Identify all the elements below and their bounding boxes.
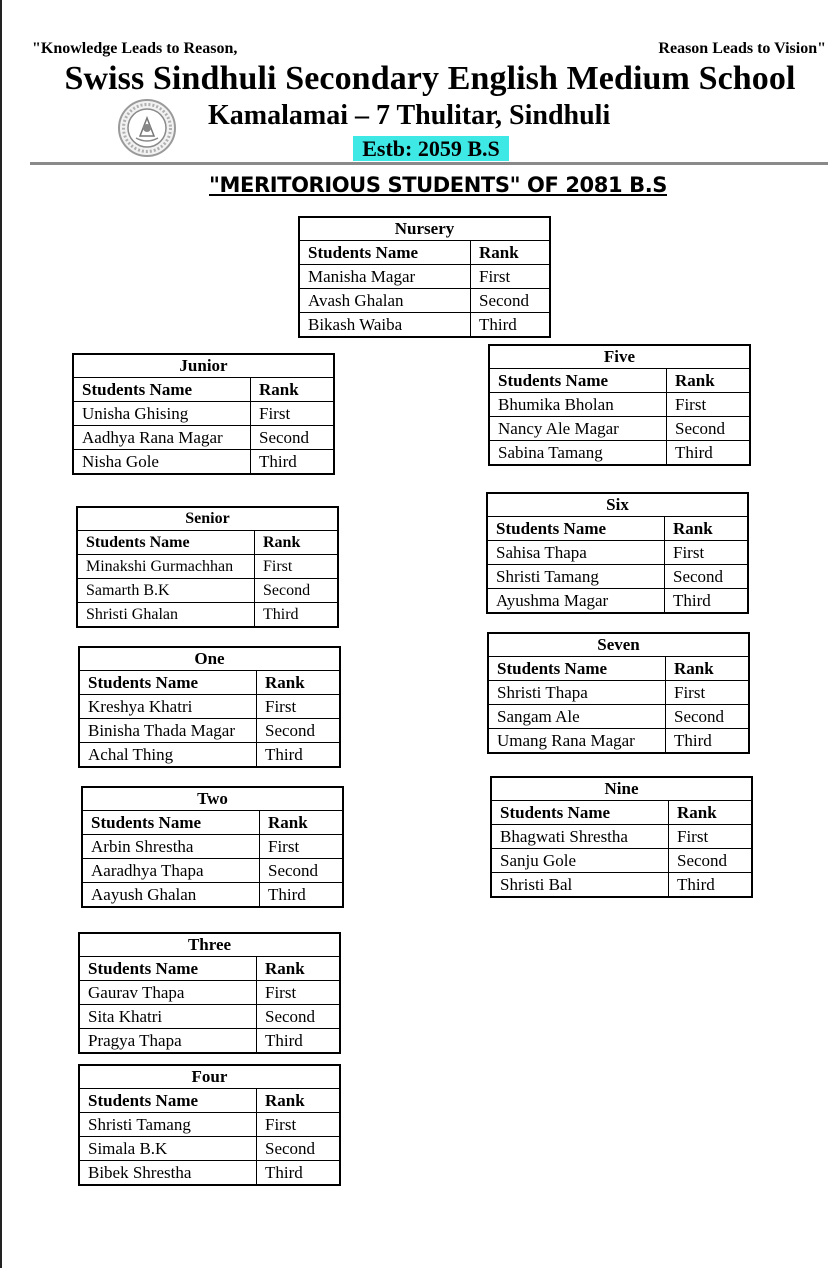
table-row	[82, 859, 343, 883]
grade-table-senior	[76, 506, 339, 628]
student-name: Avash Ghalan	[299, 289, 471, 313]
column-header-name: Students Name	[82, 811, 260, 835]
student-name: Aadhya Rana Magar	[73, 426, 251, 450]
student-rank: Second	[255, 579, 339, 603]
grade-name: Seven	[488, 633, 749, 657]
table-row	[491, 873, 752, 898]
student-rank: First	[667, 393, 751, 417]
column-header-rank: Rank	[669, 801, 753, 825]
student-name: Nancy Ale Magar	[489, 417, 667, 441]
student-rank: Third	[251, 450, 335, 475]
motto-left: "Knowledge Leads to Reason,	[32, 40, 238, 57]
student-rank: Second	[667, 417, 751, 441]
grade-name: Junior	[73, 354, 334, 378]
student-name: Minakshi Gurmachhan	[77, 555, 255, 579]
student-rank: First	[251, 402, 335, 426]
student-name: Unisha Ghising	[73, 402, 251, 426]
table-row	[79, 1161, 340, 1186]
column-header-rank: Rank	[257, 1089, 341, 1113]
table-row	[491, 825, 752, 849]
table-row	[487, 565, 748, 589]
column-header-name: Students Name	[73, 378, 251, 402]
table-row	[79, 981, 340, 1005]
column-header-name: Students Name	[77, 531, 255, 555]
student-rank: Second	[257, 1137, 341, 1161]
table-row	[488, 705, 749, 729]
column-header-name: Students Name	[79, 957, 257, 981]
table-row	[79, 1137, 340, 1161]
grade-table-six	[486, 492, 749, 614]
table-row	[82, 835, 343, 859]
column-header-rank: Rank	[257, 671, 341, 695]
table-row	[487, 589, 748, 614]
student-rank: First	[255, 555, 339, 579]
student-name: Sabina Tamang	[489, 441, 667, 466]
table-row	[489, 417, 750, 441]
student-name: Manisha Magar	[299, 265, 471, 289]
column-header-rank: Rank	[666, 657, 750, 681]
table-row	[487, 541, 748, 565]
grade-table-nine	[490, 776, 753, 898]
student-rank: Second	[257, 1005, 341, 1029]
table-row	[79, 1113, 340, 1137]
table-row	[77, 555, 338, 579]
student-name: Bikash Waiba	[299, 313, 471, 338]
school-logo-icon	[116, 98, 178, 158]
table-row	[77, 603, 338, 628]
student-rank: First	[471, 265, 551, 289]
student-name: Gaurav Thapa	[79, 981, 257, 1005]
column-header-name: Students Name	[299, 241, 471, 265]
table-row	[299, 265, 550, 289]
column-header-rank: Rank	[251, 378, 335, 402]
student-name: Sanju Gole	[491, 849, 669, 873]
grade-table-nursery	[298, 216, 551, 338]
table-row	[79, 695, 340, 719]
student-rank: Third	[260, 883, 344, 908]
student-name: Sita Khatri	[79, 1005, 257, 1029]
grade-table-two	[81, 786, 344, 908]
grade-table-seven	[487, 632, 750, 754]
student-name: Kreshya Khatri	[79, 695, 257, 719]
student-rank: Second	[669, 849, 753, 873]
grade-table-four	[78, 1064, 341, 1186]
student-name: Sahisa Thapa	[487, 541, 665, 565]
student-rank: Second	[665, 565, 749, 589]
table-row	[79, 743, 340, 768]
established-year: Estb: 2059 B.S	[353, 136, 509, 161]
page-edge	[0, 0, 2, 1268]
table-row	[77, 579, 338, 603]
student-rank: Second	[471, 289, 551, 313]
student-rank: Third	[471, 313, 551, 338]
student-name: Shristi Thapa	[488, 681, 666, 705]
student-rank: First	[257, 695, 341, 719]
student-rank: First	[260, 835, 344, 859]
student-rank: Second	[666, 705, 750, 729]
student-rank: First	[666, 681, 750, 705]
student-name: Nisha Gole	[73, 450, 251, 475]
school-name: Swiss Sindhuli Secondary English Medium School	[64, 60, 796, 97]
grade-name: Five	[489, 345, 750, 369]
grade-table-three	[78, 932, 341, 1054]
header-divider	[30, 162, 828, 165]
table-row	[299, 313, 550, 338]
table-row	[488, 681, 749, 705]
column-header-rank: Rank	[667, 369, 751, 393]
table-row	[73, 402, 334, 426]
student-name: Binisha Thada Magar	[79, 719, 257, 743]
student-rank: Third	[665, 589, 749, 614]
column-header-name: Students Name	[487, 517, 665, 541]
student-name: Sangam Ale	[488, 705, 666, 729]
grade-name: Nursery	[299, 217, 550, 241]
student-rank: First	[669, 825, 753, 849]
student-name: Aayush Ghalan	[82, 883, 260, 908]
table-row	[73, 426, 334, 450]
table-row	[488, 729, 749, 754]
student-name: Aaradhya Thapa	[82, 859, 260, 883]
table-row	[79, 719, 340, 743]
table-row	[82, 883, 343, 908]
student-name: Achal Thing	[79, 743, 257, 768]
grade-name: Two	[82, 787, 343, 811]
student-name: Pragya Thapa	[79, 1029, 257, 1054]
student-name: Shristi Bal	[491, 873, 669, 898]
column-header-rank: Rank	[471, 241, 551, 265]
student-name: Arbin Shrestha	[82, 835, 260, 859]
student-rank: Third	[667, 441, 751, 466]
grade-table-junior	[72, 353, 335, 475]
grade-name: One	[79, 647, 340, 671]
table-row	[79, 1005, 340, 1029]
grade-name: Four	[79, 1065, 340, 1089]
table-row	[73, 450, 334, 475]
column-header-rank: Rank	[665, 517, 749, 541]
student-name: Umang Rana Magar	[488, 729, 666, 754]
column-header-name: Students Name	[489, 369, 667, 393]
school-address: Kamalamai – 7 Thulitar, Sindhuli	[208, 100, 611, 131]
student-rank: Second	[251, 426, 335, 450]
student-name: Shristi Tamang	[487, 565, 665, 589]
student-name: Bhagwati Shrestha	[491, 825, 669, 849]
document-title: "MERITORIOUS STUDENTS" OF 2081 B.S	[209, 173, 667, 197]
student-name: Simala B.K	[79, 1137, 257, 1161]
grade-table-five	[488, 344, 751, 466]
grade-table-one	[78, 646, 341, 768]
student-rank: Third	[257, 1161, 341, 1186]
student-rank: First	[257, 981, 341, 1005]
student-rank: First	[257, 1113, 341, 1137]
table-row	[489, 393, 750, 417]
student-name: Shristi Ghalan	[77, 603, 255, 628]
student-rank: Third	[669, 873, 753, 898]
column-header-rank: Rank	[260, 811, 344, 835]
table-row	[299, 289, 550, 313]
student-rank: Third	[257, 1029, 341, 1054]
student-rank: Third	[666, 729, 750, 754]
student-rank: Third	[255, 603, 339, 628]
student-name: Samarth B.K	[77, 579, 255, 603]
student-name: Ayushma Magar	[487, 589, 665, 614]
student-name: Shristi Tamang	[79, 1113, 257, 1137]
column-header-rank: Rank	[257, 957, 341, 981]
grade-name: Senior	[77, 507, 338, 531]
table-row	[491, 849, 752, 873]
motto-right: Reason Leads to Vision"	[658, 40, 826, 57]
column-header-rank: Rank	[255, 531, 339, 555]
student-rank: First	[665, 541, 749, 565]
grade-name: Three	[79, 933, 340, 957]
student-name: Bhumika Bholan	[489, 393, 667, 417]
student-rank: Third	[257, 743, 341, 768]
student-rank: Second	[260, 859, 344, 883]
grade-name: Six	[487, 493, 748, 517]
grade-name: Nine	[491, 777, 752, 801]
table-row	[489, 441, 750, 466]
student-name: Bibek Shrestha	[79, 1161, 257, 1186]
column-header-name: Students Name	[491, 801, 669, 825]
column-header-name: Students Name	[488, 657, 666, 681]
table-row	[79, 1029, 340, 1054]
column-header-name: Students Name	[79, 1089, 257, 1113]
column-header-name: Students Name	[79, 671, 257, 695]
student-rank: Second	[257, 719, 341, 743]
